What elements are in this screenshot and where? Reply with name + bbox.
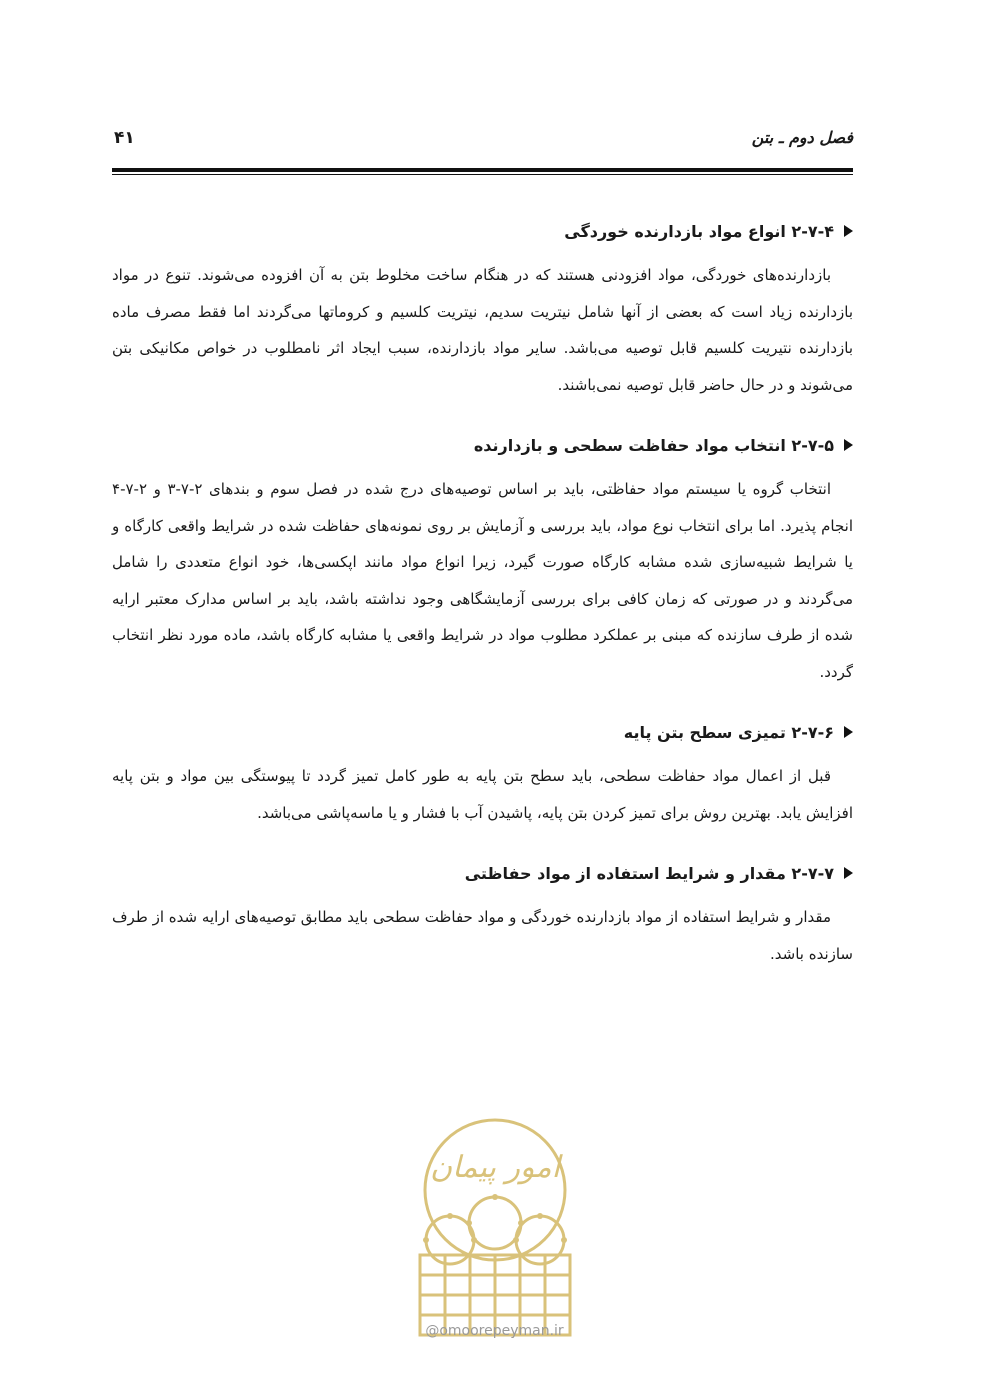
section-heading-text: ۲-۷-۷ مقدار و شرایط استفاده از مواد حفاظتی	[464, 863, 834, 883]
section-heading	[112, 855, 853, 891]
section-paragraph: قبل از اعمال مواد حفاظت سطحی، باید سطح بتن پایه به طور کامل تمیز گردد تا پیوستگی بین مواد و بتن پایه افزایش یابد. بهترین روش برای تمیز کردن بتن پایه، پاشیدن آب با فشار و یا ماسه‌پاشی می‌باشد.	[112, 767, 853, 822]
triangle-bullet-icon	[844, 225, 853, 237]
section-corrosion-inhibitor-types	[112, 213, 853, 403]
section-paragraph: مقدار و شرایط استفاده از مواد بازدارنده خوردگی و مواد حفاظت سطحی باید مطابق توصیه‌های ارایه شده از طرف سازنده باشد.	[112, 908, 853, 963]
triangle-bullet-icon	[844, 439, 853, 451]
section-usage-conditions	[112, 855, 853, 972]
watermark-url: @omoorepeyman.ir	[425, 1323, 564, 1339]
page-header	[112, 128, 853, 158]
section-heading-text: ۲-۷-۵ انتخاب مواد حفاظت سطحی و بازدارنده	[473, 435, 834, 455]
watermark-logo	[390, 1105, 600, 1345]
section-paragraph: بازدارنده‌های خوردگی، مواد افزودنی هستند که در هنگام ساخت مخلوط بتن به آن افزوده می‌شوند. تنوع در مواد بازدارنده زیاد است که بعضی از آنها شامل نیتریت سدیم، نیتریت کلسیم و کروماتها می‌گردند اما فقط مصرف ماده بازدارنده نتیریت کلسیم قابل توصیه می‌باشد. سایر مواد بازدارنده، سبب ایجاد اثر نامطلوب در خواص مکانیکی بتن می‌شوند و در حال حاضر قابل توصیه نمی‌باشند.	[112, 266, 853, 394]
section-heading	[112, 213, 853, 249]
watermark-logo-text: امور پیمان	[430, 1150, 560, 1185]
section-heading	[112, 427, 853, 463]
triangle-bullet-icon	[844, 726, 853, 738]
section-material-selection	[112, 427, 853, 690]
header-rule	[112, 168, 853, 175]
chapter-title: فصل دوم ـ بتن	[751, 128, 853, 147]
header-rule-thin	[112, 174, 853, 175]
section-heading	[112, 714, 853, 750]
section-heading-text: ۲-۷-۶ تمیزی سطح بتن پایه	[623, 722, 834, 742]
section-paragraph: انتخاب گروه یا سیستم مواد حفاظتی، باید بر اساس توصیه‌های درج شده در فصل سوم و بندهای ۲-۷-۳ و ۲-۷-۴ انجام پذیرد. اما برای انتخاب نوع مواد، باید بررسی و آزمایش بر روی نمونه‌های حفاظت شده در شرایط واقعی کارگاه و یا شرایط شبیه‌سازی شده مشابه کارگاه صورت گیرد، زیرا انواع مواد مانند اپکسی‌ها، خود انواع متعددی را شامل می‌گردند و در صورتی که زمان کافی برای بررسی آزمایشگاهی وجود نداشته باشد، باید بر اساس مدارک معتبر ارایه شده از طرف سازنده که مبنی بر عملکرد مطلوب مواد در شرایط واقعی یا مشابه کارگاه باشد، ماده مورد نظر انتخاب گردد.	[112, 480, 853, 681]
watermark-outer-circle	[425, 1120, 565, 1260]
section-substrate-cleaning	[112, 714, 853, 831]
triangle-bullet-icon	[844, 867, 853, 879]
gear-icon	[469, 1197, 521, 1249]
page-number: ۴۱	[114, 128, 135, 148]
section-heading-text: ۲-۷-۴ انواع مواد بازدارنده خوردگی	[564, 221, 834, 241]
header-rule-thick	[112, 168, 853, 172]
page-body	[112, 213, 853, 996]
